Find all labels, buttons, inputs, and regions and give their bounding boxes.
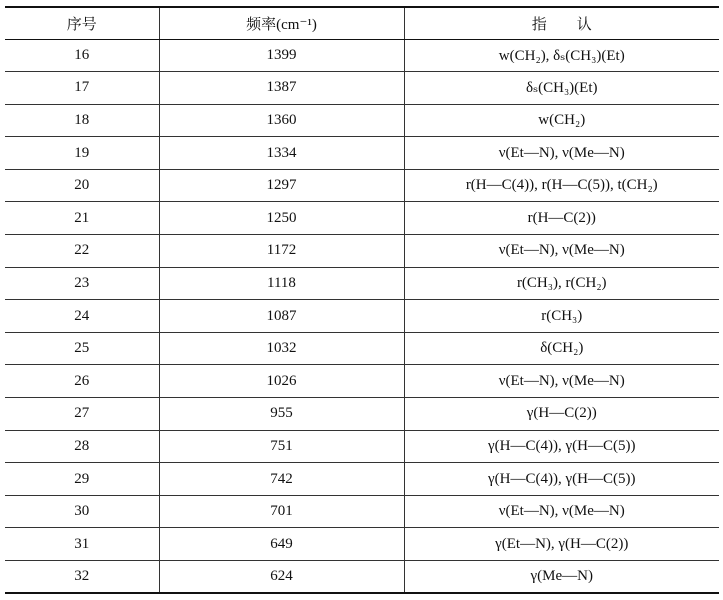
row-index: 25	[5, 332, 159, 365]
table-row	[5, 104, 719, 137]
row-assignment: γ(H—C(4)), γ(H—C(5))	[404, 430, 719, 463]
table-header-row	[5, 7, 719, 39]
header-index: 序号	[5, 7, 159, 39]
header-assignment: 指 认	[404, 7, 719, 39]
row-index: 32	[5, 561, 159, 594]
table-row	[5, 235, 719, 268]
row-index: 24	[5, 300, 159, 333]
row-index: 28	[5, 430, 159, 463]
row-index: 23	[5, 267, 159, 300]
row-assignment: γ(Me—N)	[404, 561, 719, 594]
table-row	[5, 398, 719, 431]
table-row	[5, 169, 719, 202]
row-index: 21	[5, 202, 159, 235]
row-assignment: γ(Et—N), γ(H—C(2))	[404, 528, 719, 561]
row-frequency: 1334	[159, 137, 404, 170]
row-index: 26	[5, 365, 159, 398]
row-index: 16	[5, 39, 159, 72]
row-assignment: r(CH₃)	[404, 300, 719, 333]
row-index: 30	[5, 495, 159, 528]
row-assignment: ν(Et—N), ν(Me—N)	[404, 235, 719, 268]
header-frequency: 频率(cm⁻¹)	[159, 7, 404, 39]
vibration-assignment-table	[5, 6, 719, 594]
row-assignment: ν(Et—N), ν(Me—N)	[404, 365, 719, 398]
row-index: 31	[5, 528, 159, 561]
table-row	[5, 137, 719, 170]
table-row	[5, 300, 719, 333]
row-index: 22	[5, 235, 159, 268]
row-frequency: 955	[159, 398, 404, 431]
table-row	[5, 528, 719, 561]
table-row	[5, 365, 719, 398]
row-frequency: 701	[159, 495, 404, 528]
row-index: 27	[5, 398, 159, 431]
row-frequency: 1032	[159, 332, 404, 365]
row-frequency: 1360	[159, 104, 404, 137]
row-frequency: 649	[159, 528, 404, 561]
row-assignment: δₛ(CH₃)(Et)	[404, 72, 719, 105]
table-row	[5, 463, 719, 496]
table-row	[5, 495, 719, 528]
row-index: 20	[5, 169, 159, 202]
row-assignment: w(CH₂), δₛ(CH₃)(Et)	[404, 39, 719, 72]
table-row	[5, 430, 719, 463]
row-index: 29	[5, 463, 159, 496]
row-frequency: 1250	[159, 202, 404, 235]
row-frequency: 1387	[159, 72, 404, 105]
row-assignment: γ(H—C(2))	[404, 398, 719, 431]
row-index: 18	[5, 104, 159, 137]
row-frequency: 1172	[159, 235, 404, 268]
row-frequency: 1087	[159, 300, 404, 333]
row-assignment: ν(Et—N), ν(Me—N)	[404, 495, 719, 528]
row-index: 19	[5, 137, 159, 170]
row-index: 17	[5, 72, 159, 105]
table-row	[5, 267, 719, 300]
row-frequency: 624	[159, 561, 404, 594]
table-row	[5, 72, 719, 105]
table-row	[5, 202, 719, 235]
table-row	[5, 39, 719, 72]
row-assignment: δ(CH₂)	[404, 332, 719, 365]
row-assignment: ν(Et—N), ν(Me—N)	[404, 137, 719, 170]
row-frequency: 1399	[159, 39, 404, 72]
row-frequency: 1026	[159, 365, 404, 398]
row-assignment: w(CH₂)	[404, 104, 719, 137]
assignment-table-container	[5, 6, 719, 594]
row-frequency: 751	[159, 430, 404, 463]
row-frequency: 742	[159, 463, 404, 496]
row-assignment: r(CH₃), r(CH₂)	[404, 267, 719, 300]
row-assignment: γ(H—C(4)), γ(H—C(5))	[404, 463, 719, 496]
row-frequency: 1118	[159, 267, 404, 300]
row-assignment: r(H—C(4)), r(H—C(5)), t(CH₂)	[404, 169, 719, 202]
table-row	[5, 332, 719, 365]
table-row	[5, 561, 719, 594]
table-body	[5, 39, 719, 593]
row-assignment: r(H—C(2))	[404, 202, 719, 235]
row-frequency: 1297	[159, 169, 404, 202]
